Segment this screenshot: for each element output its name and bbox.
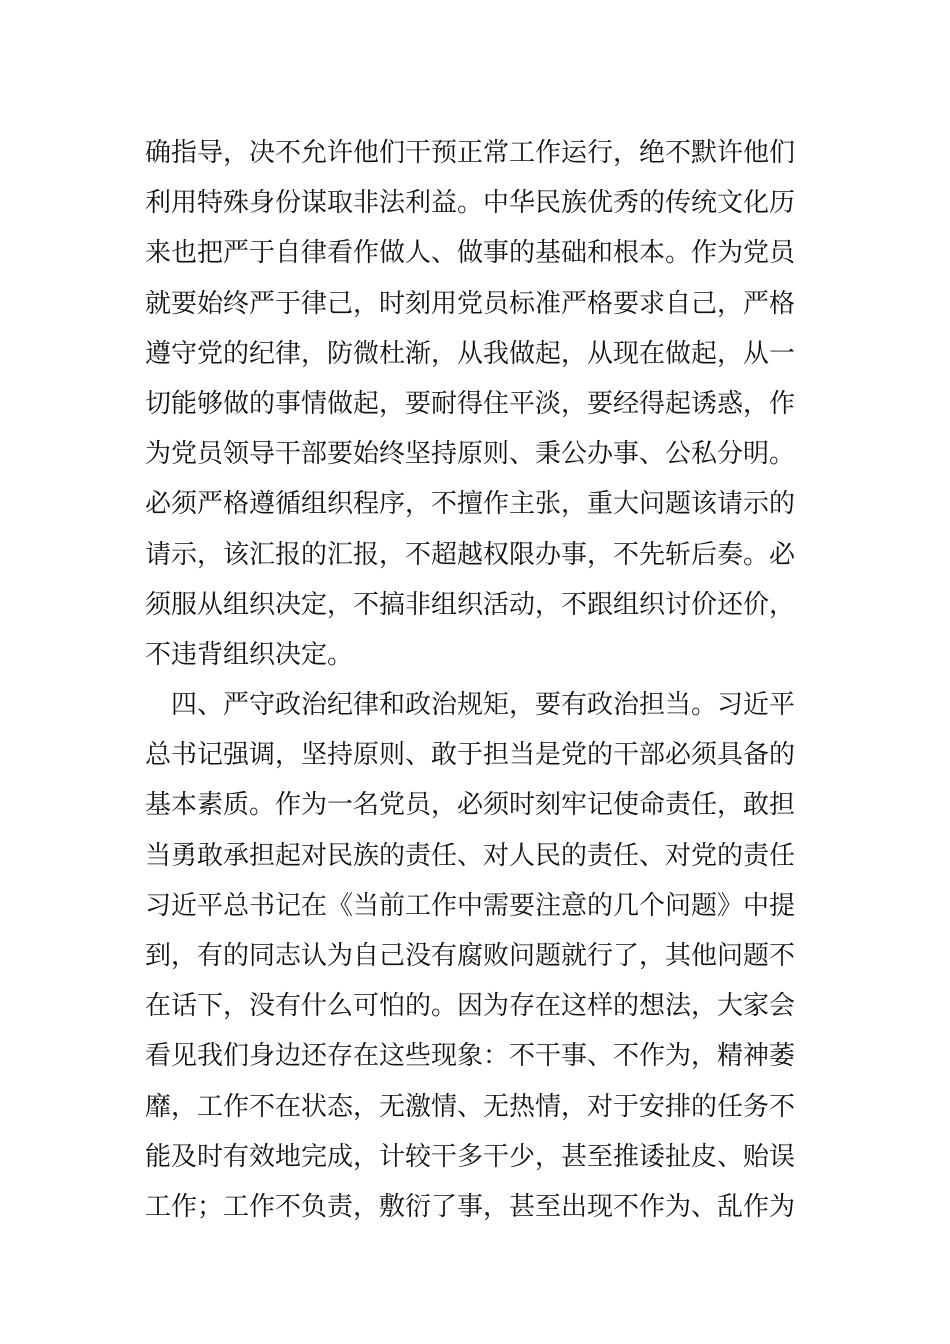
text-line: 就要始终严于律己，时刻用党员标准严格要求自己，严格 — [145, 288, 796, 319]
section-heading-line: 四、严守政治纪律和政治规矩，要有政治担当。习近平 — [145, 690, 796, 721]
text-line: 基本素质。作为一名党员，必须时刻牢记使命责任，敢担 — [145, 790, 796, 821]
text-line: 来也把严于自律看作做人、做事的基础和根本。作为党员 — [145, 238, 796, 269]
body-text — [145, 128, 815, 1232]
text-line: 切能够做的事情做起，要耐得住平淡，要经得起诱惑，作 — [145, 388, 796, 419]
text-line: 须服从组织决定，不搞非组织活动，不跟组织讨价还价， — [145, 589, 796, 620]
text-line: 总书记强调，坚持原则、敢于担当是党的干部必须具备的 — [145, 740, 796, 771]
text-line: 不违背组织决定。 — [145, 639, 354, 670]
text-line: 靡，工作不在状态，无激情、无热情，对于安排的任务不 — [145, 1091, 796, 1122]
text-line: 习近平总书记在《当前工作中需要注意的几个问题》中提 — [145, 890, 796, 921]
text-line: 当勇敢承担起对民族的责任、对人民的责任、对党的责任 — [145, 840, 796, 871]
text-line: 到，有的同志认为自己没有腐败问题就行了，其他问题不 — [145, 941, 796, 971]
text-line: 在话下，没有什么可怕的。因为存在这样的想法，大家会 — [145, 991, 796, 1022]
text-line: 工作；工作不负责，敷衍了事，甚至出现不作为、乱作为 — [145, 1191, 796, 1222]
text-line: 必须严格遵循组织程序，不擅作主张，重大问题该请示的 — [145, 489, 796, 520]
text-line: 为党员领导干部要始终坚持原则、秉公办事、公私分明。 — [145, 439, 796, 470]
text-line: 遵守党的纪律，防微杜渐，从我做起，从现在做起，从一 — [145, 338, 796, 369]
text-line: 利用特殊身份谋取非法利益。中华民族优秀的传统文化历 — [145, 188, 796, 219]
text-line: 请示，该汇报的汇报，不超越权限办事，不先斩后奏。必 — [145, 539, 796, 570]
text-line: 确指导，决不允许他们干预正常工作运行，绝不默许他们 — [145, 138, 796, 168]
text-line: 看见我们身边还存在这些现象：不干事、不作为，精神萎 — [145, 1041, 796, 1072]
text-line: 能及时有效地完成，计较干多干少，甚至推诿扯皮、贻误 — [145, 1141, 796, 1172]
